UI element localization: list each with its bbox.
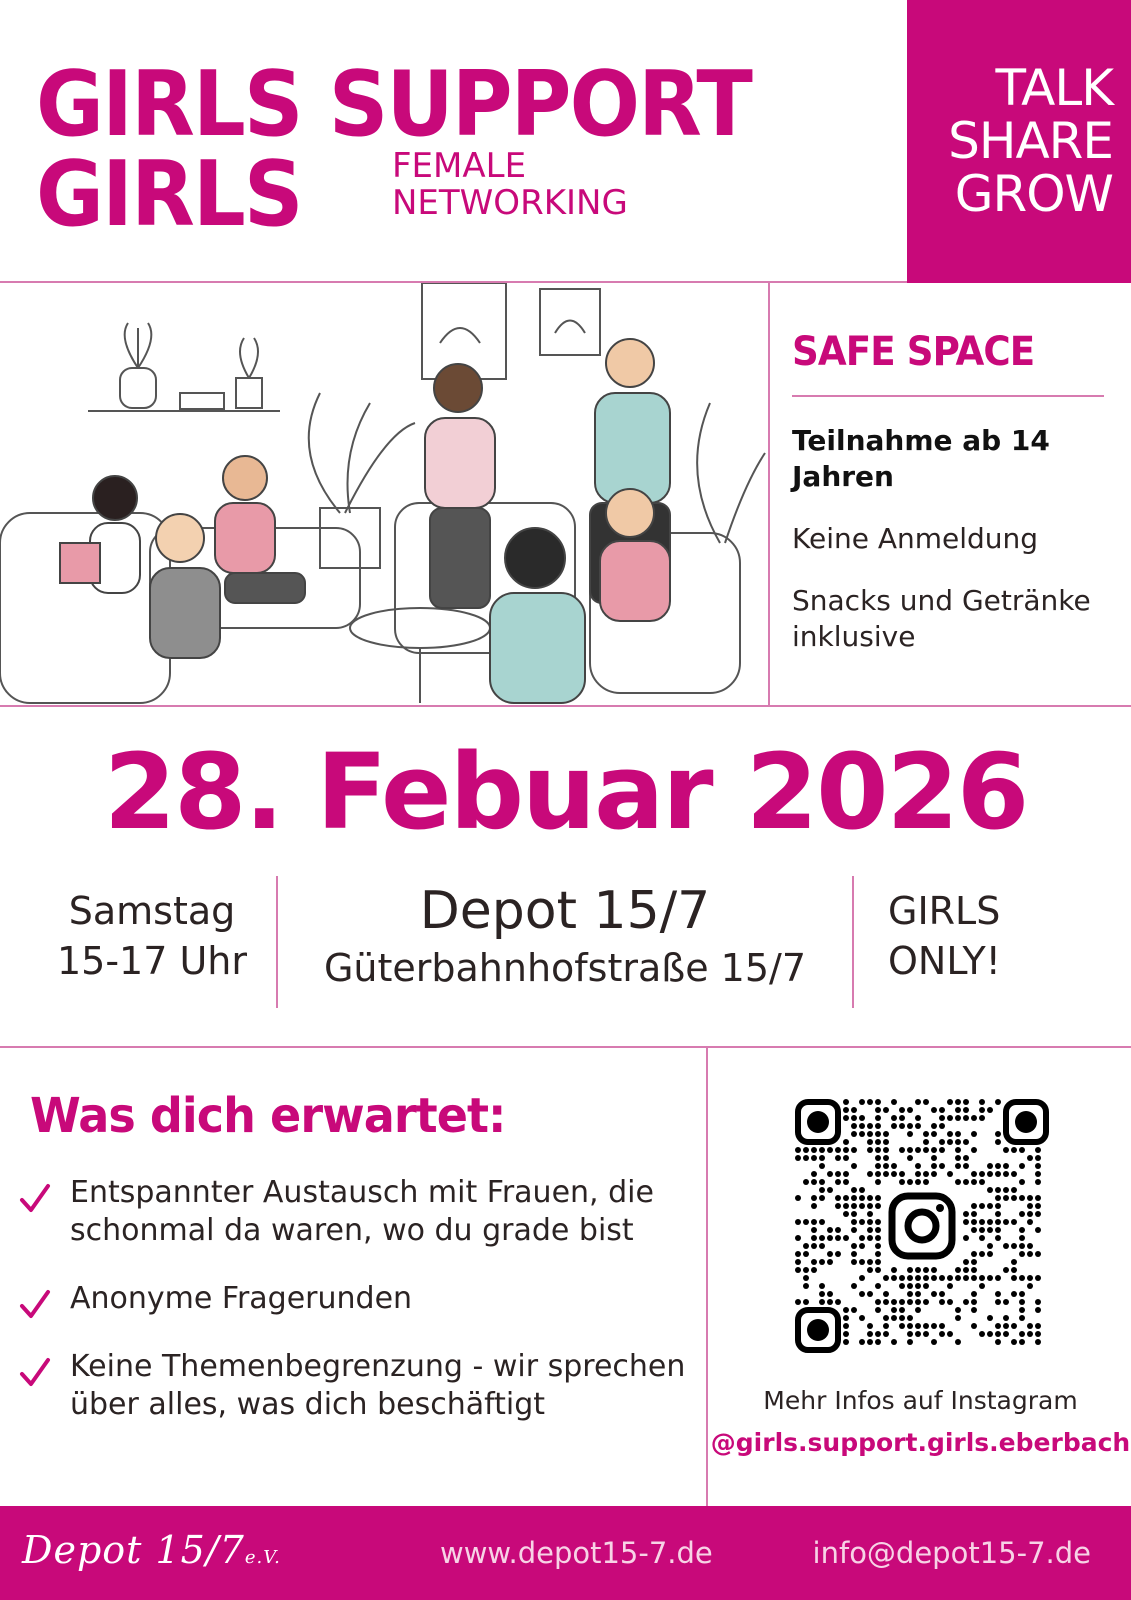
subtitle-line-2: NETWORKING (392, 183, 628, 223)
instagram-label: Mehr Infos auf Instagram (763, 1386, 1078, 1415)
audience-line-1: GIRLS (888, 889, 1001, 933)
expect-item (30, 1348, 700, 1424)
depot-logo (22, 1528, 281, 1572)
event-day: Samstag (68, 889, 236, 933)
tagline-talk: TALK (995, 59, 1113, 117)
event-audience-block (854, 876, 1131, 1008)
safe-space-title: SAFE SPACE (792, 329, 1035, 375)
checkmark-icon (18, 1356, 52, 1390)
event-time: 15-17 Uhr (56, 939, 248, 983)
footer (0, 1506, 1131, 1600)
expect-item-text: Entspannter Austausch mit Frauen, die schonmal da waren, wo du grade bist (70, 1175, 654, 1248)
event-venue-block (278, 876, 852, 1008)
expect-item-text: Anonyme Fragerunden (70, 1281, 413, 1316)
subtitle-line-1: FEMALE (392, 146, 527, 186)
event-address: Güterbahnhofstraße 15/7 (323, 946, 807, 990)
tagline-grow: GROW (954, 165, 1113, 223)
event-date: 28. Febuar 2026 (103, 731, 1028, 853)
poster-header (0, 0, 1131, 283)
expect-panel (0, 1048, 708, 1508)
safe-space-panel (772, 283, 1131, 705)
poster-title-line-2: GIRLS (36, 142, 302, 247)
checkmark-icon (18, 1288, 52, 1322)
safe-space-divider (792, 395, 1104, 397)
logo-text: Depot 15/7 (22, 1528, 245, 1572)
tagline-box (907, 0, 1131, 283)
expect-title: Was dich erwartet: (30, 1088, 506, 1144)
instagram-panel (710, 1048, 1131, 1508)
email-link[interactable]: info@depot15-7.de (812, 1536, 1091, 1570)
instagram-handle[interactable]: @girls.support.girls.eberbach (710, 1428, 1131, 1457)
logo-suffix: e.V. (244, 1547, 281, 1568)
intro-section (0, 283, 1131, 707)
poster-subtitle (392, 148, 628, 222)
expect-item (30, 1174, 700, 1250)
expect-item-text: Keine Themenbegrenzung - wir sprechen über alles, was dich beschäftigt (70, 1349, 686, 1422)
group-illustration (0, 283, 770, 705)
event-time-block (0, 876, 276, 1008)
qr-code-instagram-icon[interactable] (794, 1098, 1050, 1354)
safe-space-item-age: Teilnahme ab 14 Jahren (792, 424, 1050, 493)
website-link[interactable]: www.depot15-7.de (440, 1536, 713, 1570)
expect-item (30, 1280, 700, 1318)
details-section (0, 1046, 1131, 1506)
checkmark-icon (18, 1182, 52, 1216)
audience-line-2: ONLY! (888, 939, 1001, 983)
event-venue: Depot 15/7 (419, 881, 711, 941)
poster-title-line-1: GIRLS SUPPORT (36, 52, 751, 157)
safe-space-item-registration: Keine Anmeldung (792, 522, 1039, 555)
group-of-women-illustration-icon (0, 283, 770, 705)
safe-space-item-snacks: Snacks und Getränke inklusive (792, 584, 1091, 653)
tagline-share: SHARE (948, 112, 1113, 170)
